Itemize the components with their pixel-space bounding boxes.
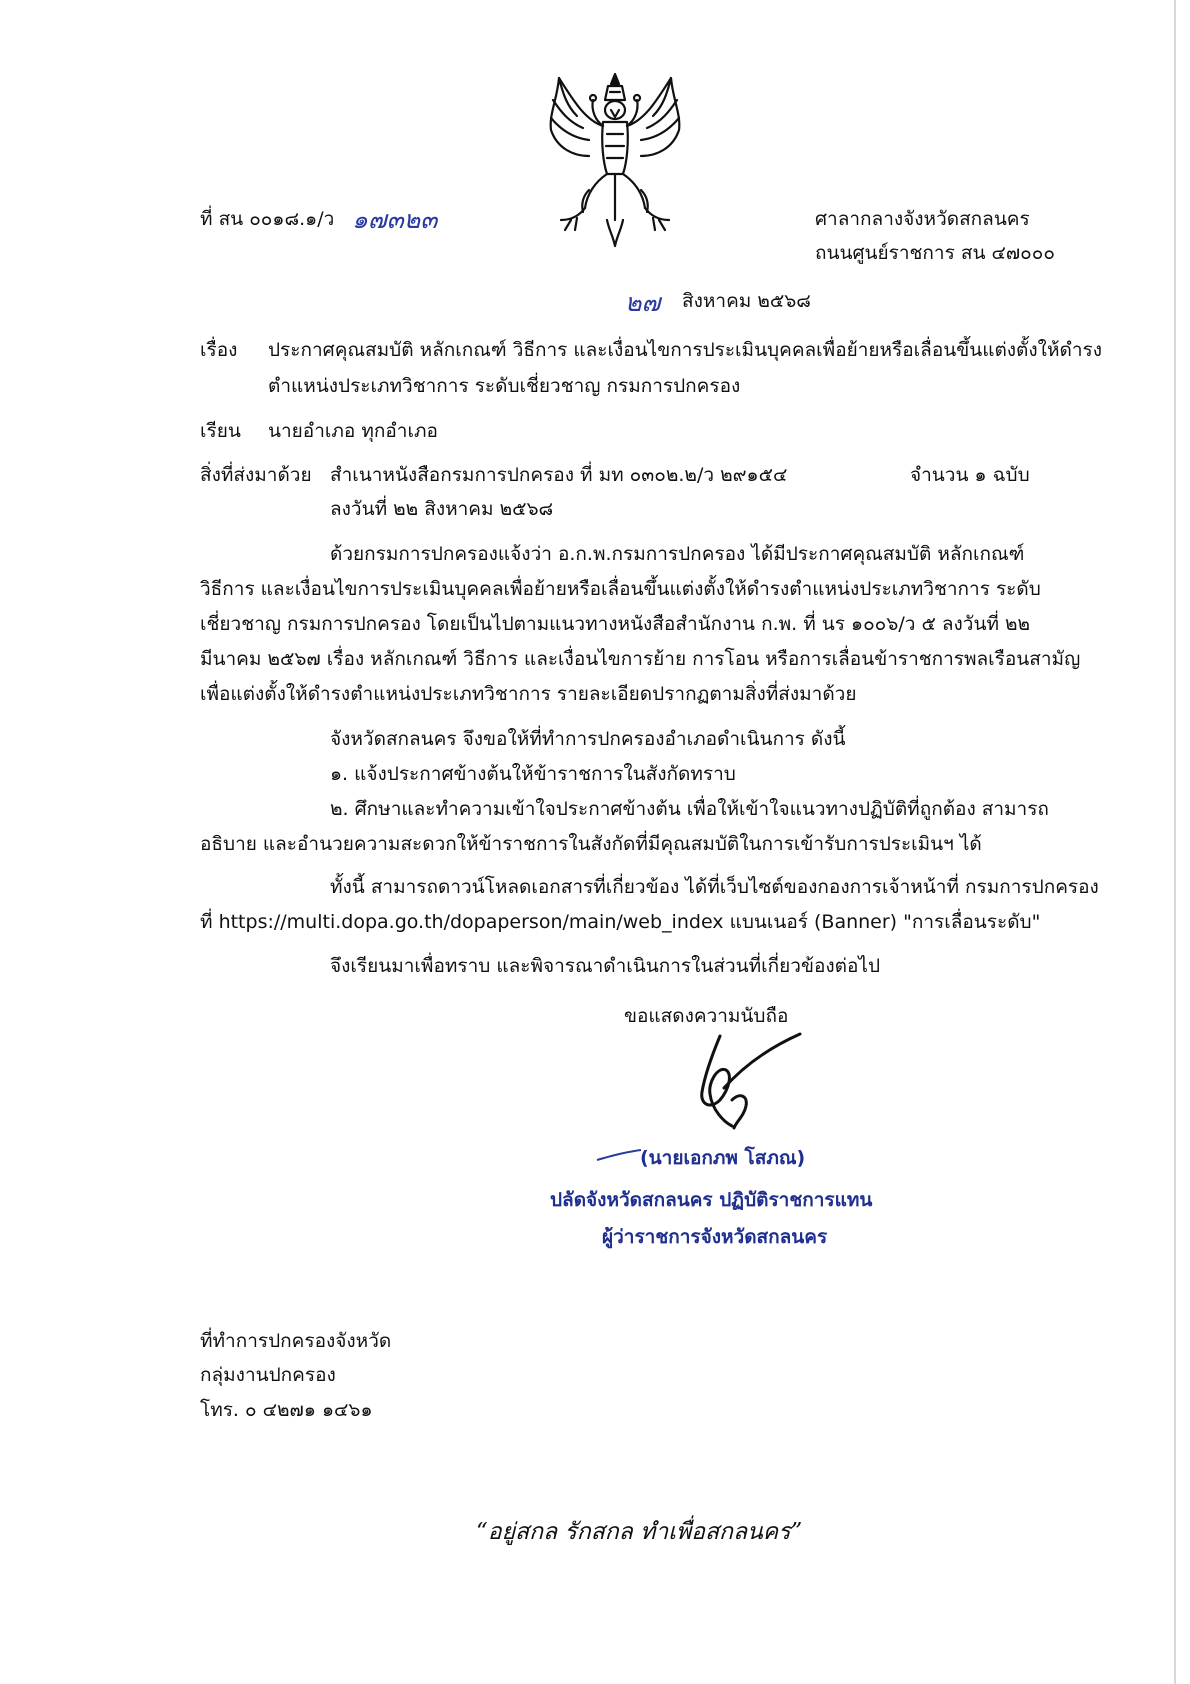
office-name: ศาลากลางจังหวัดสกลนคร xyxy=(815,208,1030,230)
enclosure-line-2: ลงวันที่ ๒๒ สิงหาคม ๒๕๖๘ xyxy=(330,498,554,520)
body-paragraph-1-line-3: เชี่ยวชาญ กรมการปกครอง โดยเป็นไปตามแนวทางหนังสือสำนักงาน ก.พ. ที่ นร ๑๐๐๖/ว ๕ ลงวันที่ ๒๒ xyxy=(200,613,1031,635)
pen-stroke-decoration xyxy=(595,1148,645,1162)
body-paragraph-4: จึงเรียนมาเพื่อทราบ และพิจารณาดำเนินการในส่วนที่เกี่ยวข้องต่อไป xyxy=(330,955,881,977)
body-paragraph-1-line-2: วิธีการ และเงื่อนไขการประเมินบุคคลเพื่อย้ายหรือเลื่อนขึ้นแต่งตั้งให้ดำรงตำแหน่งประเภทวิชาการ ระดับ xyxy=(200,578,1041,600)
garuda-emblem-icon xyxy=(545,70,685,255)
to-value: นายอำเภอ ทุกอำเภอ xyxy=(268,420,438,442)
body-paragraph-1-line-5: เพื่อแต่งตั้งให้ดำรงตำแหน่งประเภทวิชาการ รายละเอียดปรากฏตามสิ่งที่ส่งมาด้วย xyxy=(200,683,857,705)
enclosure-label: สิ่งที่ส่งมาด้วย xyxy=(200,464,312,486)
footer-group: กลุ่มงานปกครอง xyxy=(200,1364,336,1386)
closing-salutation: ขอแสดงความนับถือ xyxy=(624,1005,789,1027)
subject-line-1: ประกาศคุณสมบัติ หลักเกณฑ์ วิธีการ และเงื่อนไขการประเมินบุคคลเพื่อย้ายหรือเลื่อนขึ้นแต่งตั้งให้ดำรง xyxy=(268,339,1102,361)
signatory-name: (นายเอกภพ โสภณ) xyxy=(640,1147,806,1169)
date-month-year: สิงหาคม ๒๕๖๘ xyxy=(682,290,811,312)
action-item-1: ๑. แจ้งประกาศข้างต้นให้ข้าราชการในสังกัดทราบ xyxy=(330,763,736,785)
body-paragraph-3-line-2: ที่ https://multi.dopa.go.th/dopaperson/main/web_index แบนเนอร์ (Banner) "การเลื่อนระดับ" xyxy=(200,911,1041,933)
page-edge-shadow xyxy=(1174,0,1176,1684)
enclosure-count: จำนวน ๑ ฉบับ xyxy=(910,464,1030,486)
action-item-2-line-2: อธิบาย และอำนวยความสะดวกให้ข้าราชการในสังกัดที่มีคุณสมบัติในการเข้ารับการประเมินฯ ได้ xyxy=(200,833,982,855)
enclosure-line-1: สำเนาหนังสือกรมการปกครอง ที่ มท ๐๓๐๒.๒/ว ๒๙๑๕๔ xyxy=(330,464,788,486)
footer-phone: โทร. ๐ ๔๒๗๑ ๑๔๖๑ xyxy=(200,1399,373,1421)
date-day-handwritten: ๒๗ xyxy=(625,288,661,317)
signatory-title-1: ปลัดจังหวัดสกลนคร ปฏิบัติราชการแทน xyxy=(550,1189,873,1211)
footer-department: ที่ทำการปกครองจังหวัด xyxy=(200,1330,392,1352)
signatory-title-2: ผู้ว่าราชการจังหวัดสกลนคร xyxy=(602,1226,828,1248)
reference-number-prefix: ที่ สน ๐๐๑๘.๑/ว xyxy=(200,208,335,230)
body-paragraph-3-line-1: ทั้งนี้ สามารถดาวน์โหลดเอกสารที่เกี่ยวข้อง ได้ที่เว็บไซต์ของกองการเจ้าหน้าที่ กรมการปกครอง xyxy=(330,876,1099,898)
subject-line-2: ตำแหน่งประเภทวิชาการ ระดับเชี่ยวชาญ กรมการปกครอง xyxy=(268,375,741,397)
body-paragraph-1-line-4: มีนาคม ๒๕๖๗ เรื่อง หลักเกณฑ์ วิธีการ และเงื่อนไขการย้าย การโอน หรือการเลื่อนข้าราชการพลเรือนสามัญ xyxy=(200,648,1081,670)
body-paragraph-1-line-1: ด้วยกรมการปกครองแจ้งว่า อ.ก.พ.กรมการปกครอง ได้มีประกาศคุณสมบัติ หลักเกณฑ์ xyxy=(330,543,1025,565)
provincial-motto: “อยู่สกล รักสกล ทำเพื่อสกลนคร” xyxy=(476,1519,803,1545)
action-item-2-line-1: ๒. ศึกษาและทำความเข้าใจประกาศข้างต้น เพื่อให้เข้าใจแนวทางปฏิบัติที่ถูกต้อง สามารถ xyxy=(330,798,1049,820)
body-paragraph-2: จังหวัดสกลนคร จึงขอให้ที่ทำการปกครองอำเภอดำเนินการ ดังนี้ xyxy=(330,728,846,750)
office-address: ถนนศูนย์ราชการ สน ๔๗๐๐๐ xyxy=(815,242,1055,264)
reference-number-handwritten: ๑๗๓๒๓ xyxy=(352,205,438,234)
to-label: เรียน xyxy=(200,420,241,442)
subject-label: เรื่อง xyxy=(200,339,238,361)
signature-icon xyxy=(680,1030,830,1140)
